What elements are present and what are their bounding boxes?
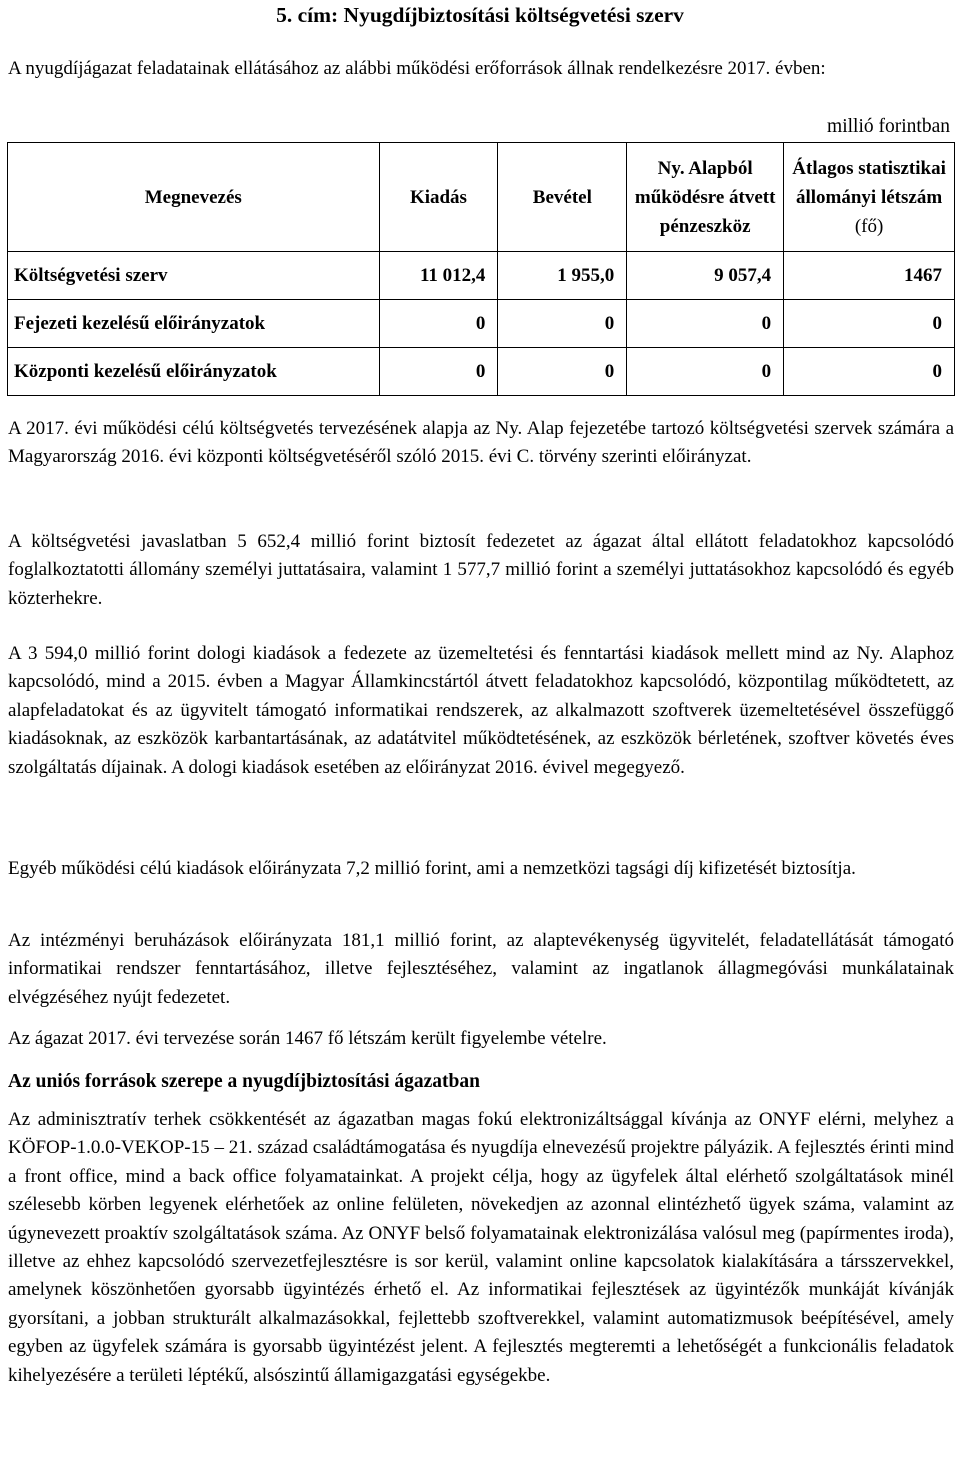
header-staff <box>784 143 955 252</box>
table-row <box>8 348 955 396</box>
table-row <box>8 252 955 300</box>
row-staff: 0 <box>784 348 955 396</box>
row-revenue: 1 955,0 <box>498 252 627 300</box>
row-name: Fejezeti kezelésű előirányzatok <box>8 300 380 348</box>
row-revenue: 0 <box>498 348 627 396</box>
row-transferred: 0 <box>627 300 784 348</box>
row-expense: 0 <box>379 300 498 348</box>
paragraph-investments: Az intézményi beruházások előirányzata 181,1 millió forint, az alaptevékenység ügyvitelét, feladatellátását támogató informatikai rendszer fenntartásához, illetve fejlesztéséhez, valamint az ingatlanok állagmegóvási munkálatainak elvégzéséhez nyújt fedezetet. <box>8 930 954 1008</box>
header-revenue: Bevétel <box>498 143 627 252</box>
section-heading: Az uniós források szerepe a nyugdíjbiztosítási ágazatban <box>8 1071 480 1092</box>
paragraph-operating-costs: A 3 594,0 millió forint dologi kiadások a fedezete az üzemeltetési és fenntartási kiadások mellett mind az Ny. Alaphoz kapcsolódó, mind a 2015. évben a Magyar Államkincstártól átvett feladatokhoz kapcsolódó, központilag működtetett, az alapfeladatokat és az ügyvitelt támogató informatikai rendszerek, az alkalmazott szoftverek üzemeltetésével összefüggő kiadásoknak, az eszközök karbantartásának, az adatátvitel működtetésének, az eszközök bérletének, szoftver követés éves szolgáltatás díjainak. A dologi kiadások esetében az előirányzat 2016. évivel megegyező. <box>8 643 954 778</box>
page-title: 5. cím: Nyugdíjbiztosítási költségvetési szerv <box>276 3 684 27</box>
row-revenue: 0 <box>498 300 627 348</box>
header-staff-unit: (fő) <box>854 215 884 237</box>
table-header-row <box>8 143 955 252</box>
row-staff: 0 <box>784 300 955 348</box>
table-unit-label: millió forintban <box>827 116 950 137</box>
row-transferred: 9 057,4 <box>627 252 784 300</box>
paragraph-headcount: Az ágazat 2017. évi tervezése során 1467 fő létszám került figyelembe vételre. <box>8 1028 607 1049</box>
header-expense: Kiadás <box>379 143 498 252</box>
row-transferred: 0 <box>627 348 784 396</box>
paragraph-eu-funds: Az adminisztratív terhek csökkentését az ágazatban magas fokú elektronizáltsággal kívánja az ONYF elérni, melyhez a KÖFOP-1.0.0-VEKOP-15 – 21. század családtámogatása és nyugdíja elnevezésű projektre pályázik. A fejlesztés érinti mind a front office, mind a back office folyamatainkat. A projekt célja, hogy az ügyfelek által elérhető szolgáltatások minél szélesebb körben legyenek elérhetőek az online felületen, növekedjen az azonnal elintézhető ügyek száma, valamint az úgynevezett proaktív szolgáltatások száma. Az ONYF belső folyamatainak elektronizálása valósul meg (papírmentes iroda), illetve az ehhez kapcsolódó szervezetfejlesztésre is sor kerül, valamint online kapcsolatok kialakítására a társszervekkel, amelynek köszönhetően gyorsabb ügyintézés érhető el. Az informatikai fejlesztések az ügyintézők munkáját kívánják gyorsítani, a jobban strukturált alkalmazásokkal, fejlettebb szoftverekkel, valamint automatizmusok beépítésével, amely egyben az ügyfelek számára is gyorsabb ügyintézést jelent. A fejlesztés megteremti a lehetőségét a funkcionális feladatok kihelyezésére a területi léptékű, alsószintű államigazgatási egységekbe. <box>8 1109 954 1386</box>
resources-table <box>7 142 955 396</box>
table-row <box>8 300 955 348</box>
row-name: Költségvetési szerv <box>8 252 380 300</box>
paragraph-personnel: A költségvetési javaslatban 5 652,4 millió forint biztosít fedezetet az ágazat által ellátott feladatokhoz kapcsolódó foglalkoztatotti állomány személyi juttatásaira, valamint 1 577,7 millió forint a személyi juttatásokhoz kapcsolódó és egyéb közterhekre. <box>8 531 954 609</box>
header-transferred: Ny. Alapból működésre átvett pénzeszköz <box>627 143 784 252</box>
row-expense: 11 012,4 <box>379 252 498 300</box>
intro-paragraph: A nyugdíjágazat feladatainak ellátásához az alábbi működési erőforrások állnak rendelkezésre 2017. évben: <box>8 58 826 79</box>
row-expense: 0 <box>379 348 498 396</box>
header-staff-main: Átlagos statisztikai állományi létszám <box>792 157 946 208</box>
paragraph-basis: A 2017. évi működési célú költségvetés tervezésének alapja az Ny. Alap fejezetébe tartozó költségvetési szervek számára a Magyarország 2016. évi központi költségvetéséről szóló 2015. évi C. törvény szerinti előirányzat. <box>8 418 954 468</box>
row-name: Központi kezelésű előirányzatok <box>8 348 380 396</box>
paragraph-other-expenses: Egyéb működési célú kiadások előirányzata 7,2 millió forint, ami a nemzetközi tagsági díj kifizetését biztosítja. <box>8 858 856 879</box>
row-staff: 1467 <box>784 252 955 300</box>
header-name: Megnevezés <box>8 143 380 252</box>
